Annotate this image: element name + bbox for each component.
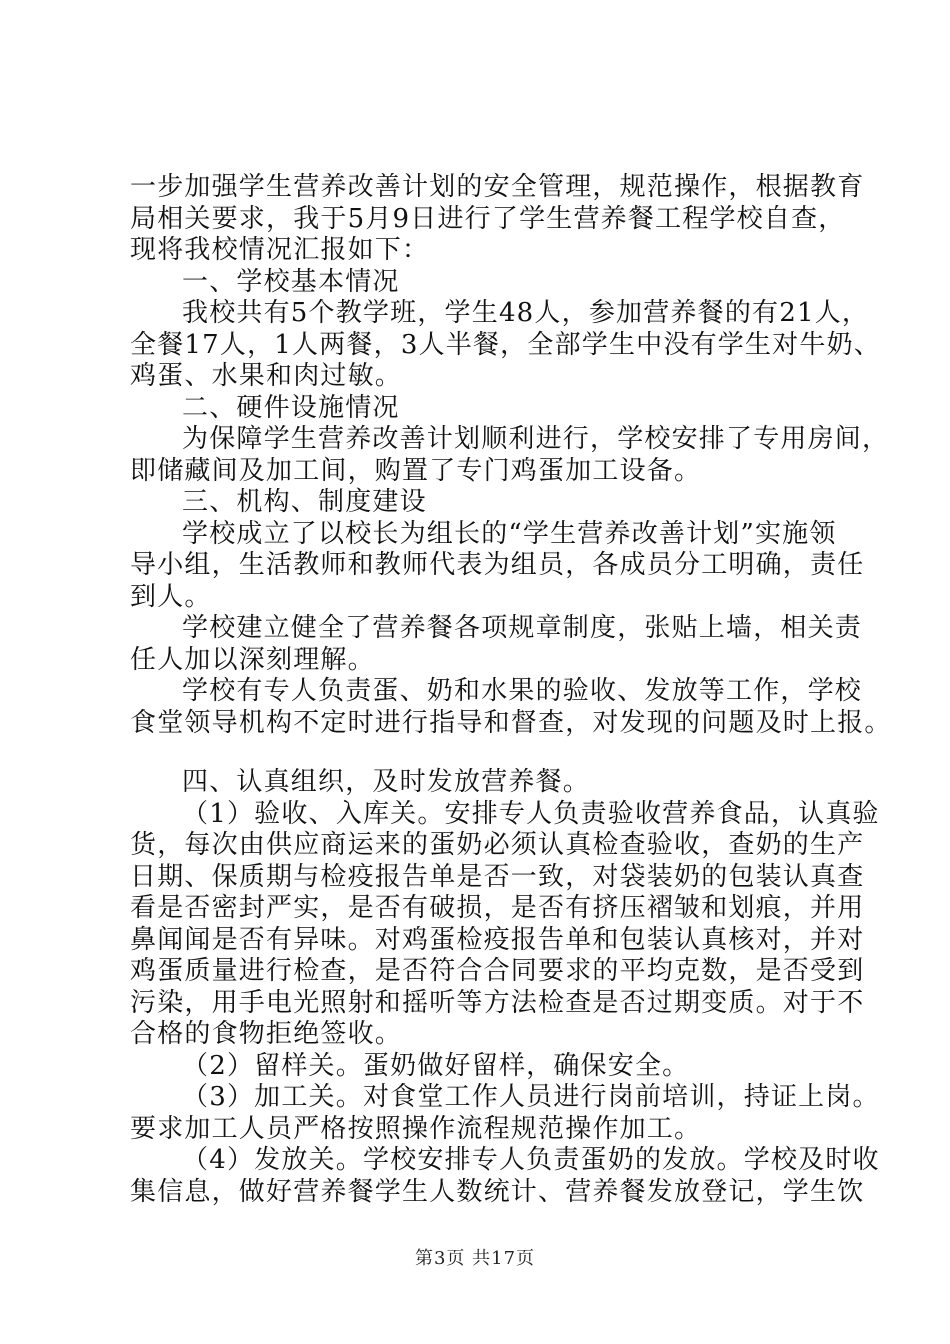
- section-heading: 一、学校基本情况: [182, 266, 400, 297]
- text-line: 任人加以深刻理解。: [130, 644, 375, 675]
- text-line: 集信息，做好营养餐学生人数统计、营养餐发放登记，学生饮: [130, 1176, 865, 1207]
- text-line: 学校有专人负责蛋、奶和水果的验收、发放等工作，学校: [182, 676, 863, 706]
- text-line: 食堂领导机构不定时进行指导和督查，对发现的问题及时上报。: [130, 707, 892, 738]
- text-line: （4）发放关。学校安排专人负责蛋奶的发放。学校及时收: [182, 1145, 880, 1175]
- text-line: （3）加工关。对食堂工作人员进行岗前培训，持证上岗。: [182, 1082, 880, 1112]
- text-line: 即储藏间及加工间，购置了专门鸡蛋加工设备。: [130, 455, 702, 486]
- text-line: 学校建立健全了营养餐各项规章制度，张贴上墙，相关责: [182, 613, 863, 643]
- text-line: 看是否密封严实，是否有破损，是否有挤压褶皱和划痕，并用: [130, 893, 865, 923]
- section-heading: 四、认真组织，及时发放营养餐。: [182, 767, 591, 797]
- text-line: 污染，用手电光照射和摇听等方法检查是否过期变质。对于不: [130, 987, 865, 1018]
- text-line: （1）验收、入库关。安排专人负责验收营养食品，认真验: [182, 798, 880, 829]
- text-line: 我校共有5个教学班，学生48人，参加营养餐的有21人，: [182, 298, 870, 328]
- text-line: 合格的食物拒绝签收。: [130, 1019, 403, 1049]
- text-line: 日期、保质期与检疫报告单是否一致，对袋装奶的包装认真查: [130, 861, 865, 892]
- section-heading: 三、机构、制度建设: [182, 487, 427, 517]
- text-line: 全餐17人，1人两餐，3人半餐，全部学生中没有学生对牛奶、: [130, 329, 881, 360]
- section-heading: 二、硬件设施情况: [182, 392, 400, 423]
- text-line: 局相关要求，我于5月9日进行了学生营养餐工程学校自查，: [130, 203, 846, 234]
- paragraph-gap: [130, 739, 828, 767]
- text-line: 鼻闻闻是否有异味。对鸡蛋检疫报告单和包装认真核对，并对: [130, 924, 865, 955]
- text-line: 一步加强学生营养改善计划的安全管理，规范操作，根据教育: [130, 172, 865, 202]
- text-line: 要求加工人员严格按照操作流程规范操作加工。: [130, 1113, 702, 1144]
- text-line: 货，每次由供应商运来的蛋奶必须认真检查验收，查奶的生产: [130, 830, 865, 860]
- text-line: 到人。: [130, 581, 212, 612]
- text-line: 现将我校情况汇报如下：: [130, 235, 430, 265]
- text-line: 鸡蛋质量进行检查，是否符合合同要求的平均克数，是否受到: [130, 956, 865, 986]
- text-line: 学校成立了以校长为组长的“学生营养改善计划”实施领: [182, 518, 837, 549]
- text-line: （2）留样关。蛋奶做好留样，确保安全。: [182, 1050, 690, 1081]
- text-line: 导小组，生活教师和教师代表为组员，各成员分工明确，责任: [130, 550, 865, 580]
- page-number-footer: 第3页 共17页: [414, 1248, 536, 1269]
- text-line: 鸡蛋、水果和肉过敏。: [130, 361, 403, 391]
- text-line: 为保障学生营养改善计划顺利进行，学校安排了专用房间，: [182, 424, 890, 454]
- document-body: [130, 172, 892, 1208]
